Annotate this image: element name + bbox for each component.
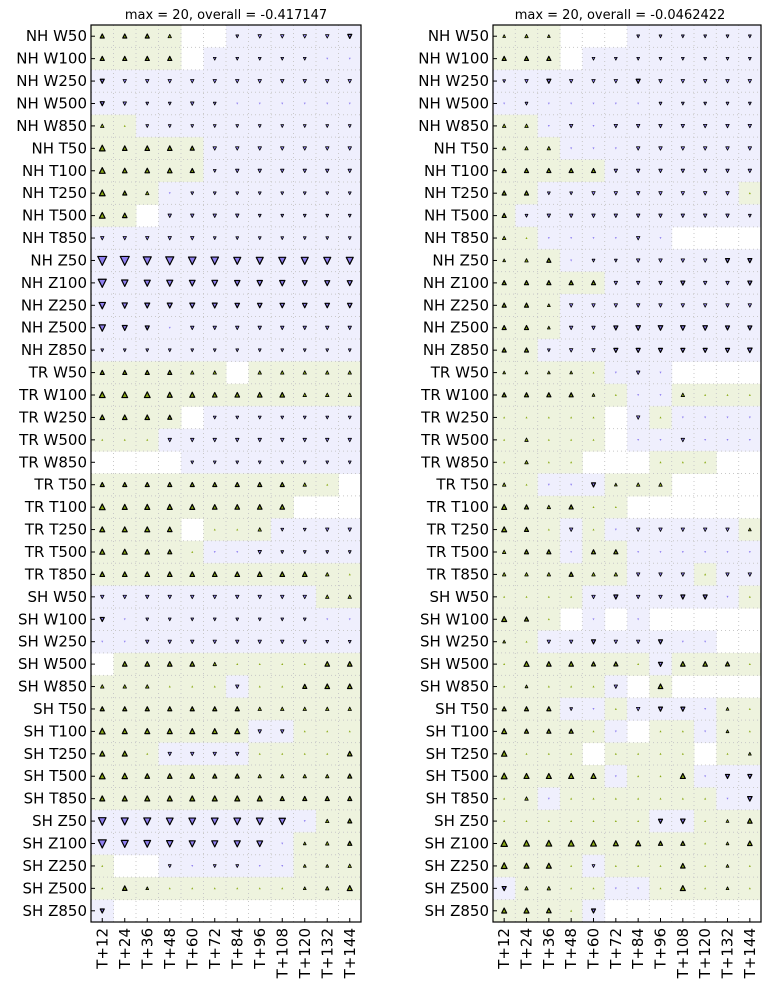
row-label: SH T100: [425, 722, 489, 741]
column-label: T+48: [160, 928, 179, 969]
row-label: SH T50: [33, 699, 87, 718]
row-label: TR T500: [426, 542, 489, 561]
row-label: SH Z100: [22, 834, 87, 853]
row-label: NH T100: [21, 161, 87, 180]
column-label: T+108: [673, 928, 692, 979]
row-label: NH W500: [418, 94, 489, 113]
panels: [16, 25, 761, 979]
row-label: SH Z250: [22, 856, 87, 875]
row-label: SH W500: [419, 655, 489, 674]
column-label: T+108: [273, 928, 292, 979]
row-label: NH T250: [423, 184, 489, 203]
row-label: SH Z850: [22, 901, 87, 920]
row-label: NH W850: [418, 116, 489, 135]
row-label: TR T850: [426, 565, 489, 584]
row-label: SH W100: [17, 610, 87, 629]
row-label: NH T850: [21, 229, 87, 248]
column-label: T+132: [318, 928, 337, 979]
row-label: NH T250: [21, 184, 87, 203]
row-label: TR W50: [28, 363, 87, 382]
column-label: T+48: [562, 928, 581, 969]
row-label: SH T850: [23, 789, 87, 808]
row-label: SH T50: [435, 699, 489, 718]
row-label: SH T500: [425, 767, 489, 786]
row-label: SH W50: [429, 587, 489, 606]
row-label: NH Z50: [30, 251, 87, 270]
row-label: TR W850: [421, 453, 489, 472]
row-label: NH Z850: [422, 341, 489, 360]
row-label: SH Z500: [22, 879, 87, 898]
row-label: SH W250: [17, 632, 87, 651]
column-label: T+72: [205, 928, 224, 969]
column-label: T+120: [295, 928, 314, 979]
row-label: NH T850: [423, 229, 489, 248]
row-label: TR W500: [421, 430, 489, 449]
row-label: TR W250: [421, 408, 489, 427]
column-label: T+24: [115, 928, 134, 969]
row-label: SH Z850: [424, 901, 489, 920]
row-label: NH W100: [16, 49, 87, 68]
column-label: T+12: [495, 928, 514, 969]
row-label: NH W50: [427, 27, 489, 46]
row-label: NH W850: [16, 116, 87, 135]
column-label: T+84: [228, 928, 247, 969]
row-label: NH W500: [16, 94, 87, 113]
row-label: SH Z100: [424, 834, 489, 853]
column-label: T+132: [718, 928, 737, 979]
row-label: SH T250: [23, 744, 87, 763]
row-label: SH Z250: [424, 856, 489, 875]
row-label: TR T850: [24, 565, 87, 584]
row-label: NH Z500: [422, 318, 489, 337]
row-label: SH W50: [27, 587, 87, 606]
row-label: SH W850: [419, 677, 489, 696]
row-label: SH T100: [23, 722, 87, 741]
left-panel-title: max = 20, overall = -0.417147: [124, 8, 328, 23]
row-label: SH T250: [425, 744, 489, 763]
column-label: T+144: [740, 928, 759, 979]
row-label: NH Z500: [20, 318, 87, 337]
column-label: T+144: [340, 928, 359, 979]
column-label: T+24: [517, 928, 536, 969]
row-label: SH Z50: [434, 812, 489, 831]
row-label: SH T850: [425, 789, 489, 808]
row-label: NH Z50: [432, 251, 489, 270]
column-label: T+96: [651, 928, 670, 969]
row-label: NH Z250: [20, 296, 87, 315]
panel-1: [16, 25, 361, 979]
column-label: T+36: [539, 928, 558, 969]
row-label: TR T50: [436, 475, 489, 494]
panel-2: [418, 25, 761, 979]
row-label: NH Z100: [20, 273, 87, 292]
column-label: T+12: [93, 928, 112, 969]
row-label: TR W250: [19, 408, 87, 427]
row-label: TR W850: [19, 453, 87, 472]
column-label: T+60: [183, 928, 202, 969]
row-label: TR W500: [19, 430, 87, 449]
row-label: TR T250: [24, 520, 87, 539]
row-label: TR T100: [24, 498, 87, 517]
row-label: NH Z850: [20, 341, 87, 360]
row-label: NH T500: [21, 206, 87, 225]
column-label: T+72: [606, 928, 625, 969]
row-label: TR T250: [426, 520, 489, 539]
row-label: NH T100: [423, 161, 489, 180]
column-label: T+96: [250, 928, 269, 969]
column-label: T+36: [138, 928, 157, 969]
row-label: SH W850: [17, 677, 87, 696]
row-label: SH W100: [419, 610, 489, 629]
row-label: NH T50: [433, 139, 489, 158]
row-label: NH W250: [16, 72, 87, 91]
row-label: TR T100: [426, 498, 489, 517]
row-label: NH W100: [418, 49, 489, 68]
right-panel-title: max = 20, overall = -0.0462422: [514, 8, 726, 23]
row-label: NH W250: [418, 72, 489, 91]
row-label: NH T500: [423, 206, 489, 225]
row-label: TR W100: [19, 386, 87, 405]
row-label: NH Z100: [422, 273, 489, 292]
row-label: SH T500: [23, 767, 87, 786]
row-label: TR W50: [430, 363, 489, 382]
row-label: TR T500: [24, 542, 87, 561]
row-label: TR T50: [34, 475, 87, 494]
row-label: SH Z500: [424, 879, 489, 898]
row-label: NH Z250: [422, 296, 489, 315]
column-label: T+120: [696, 928, 715, 979]
row-label: TR W100: [421, 386, 489, 405]
column-label: T+84: [629, 928, 648, 969]
row-label: SH Z50: [32, 812, 87, 831]
column-label: T+60: [584, 928, 603, 969]
row-label: SH W250: [419, 632, 489, 651]
row-label: NH T50: [31, 139, 87, 158]
row-label: NH W50: [25, 27, 87, 46]
row-label: SH W500: [17, 655, 87, 674]
